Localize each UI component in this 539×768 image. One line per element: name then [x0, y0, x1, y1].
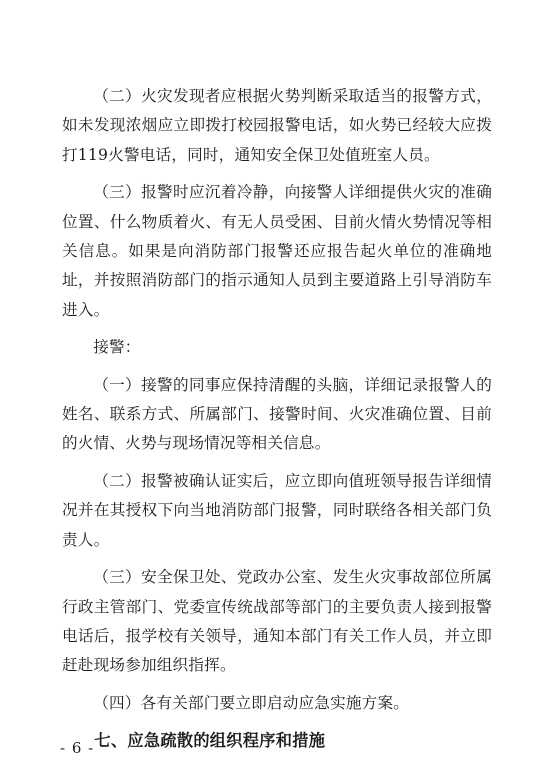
subheading-receive-alarm: 接警： — [93, 338, 141, 357]
paragraph-alarm-details: （三）报警时应沉着冷静，向接警人详细提供火灾的准确位置、什么物质着火、有无人员受困、目前火情火势情况等相关信息。如果是向消防部门报警还应报告起火单位的准确地址，并按照消防部门的指示通知人员到主要道路上引导消防车进入。 — [62, 183, 492, 319]
paragraph-report-confirmed: （二）报警被确认证实后，应立即向值班领导报告详细情况并在其授权下向当地消防部门报警，同时联络各相关部门负责人。 — [62, 471, 492, 549]
paragraph-start-plan: （四）各有关部门要立即启动应急实施方案。 — [93, 693, 410, 712]
paragraph-record-alarm: （一）接警的同事应保持清醒的头脑，详细记录报警人的姓名、联系方式、所属部门、接警时间、火灾准确位置、目前的火情、火势与现场情况等相关信息。 — [62, 375, 492, 453]
page-number: - 6 - — [60, 739, 95, 757]
body-text — [62, 82, 492, 764]
paragraph-fire-alarm-method: （二）火灾发现者应根据火势判断采取适当的报警方式，如未发现浓烟应立即拨打校园报警电话，如火势已经较大应拨打119火警电话，同时，通知安全保卫处值班室人员。 — [62, 87, 492, 164]
paragraph-leaders-respond: （三）安全保卫处、党政办公室、发生火灾事故部位所属行政主管部门、党委宣传统战部等部门的主要负责人接到报警电话后，报学校有关领导，通知本部门有关工作人员，并立即赶赴现场参加组织指挥。 — [62, 568, 492, 675]
section-heading-evacuation: 七、应急疏散的组织程序和措施 — [94, 731, 326, 751]
